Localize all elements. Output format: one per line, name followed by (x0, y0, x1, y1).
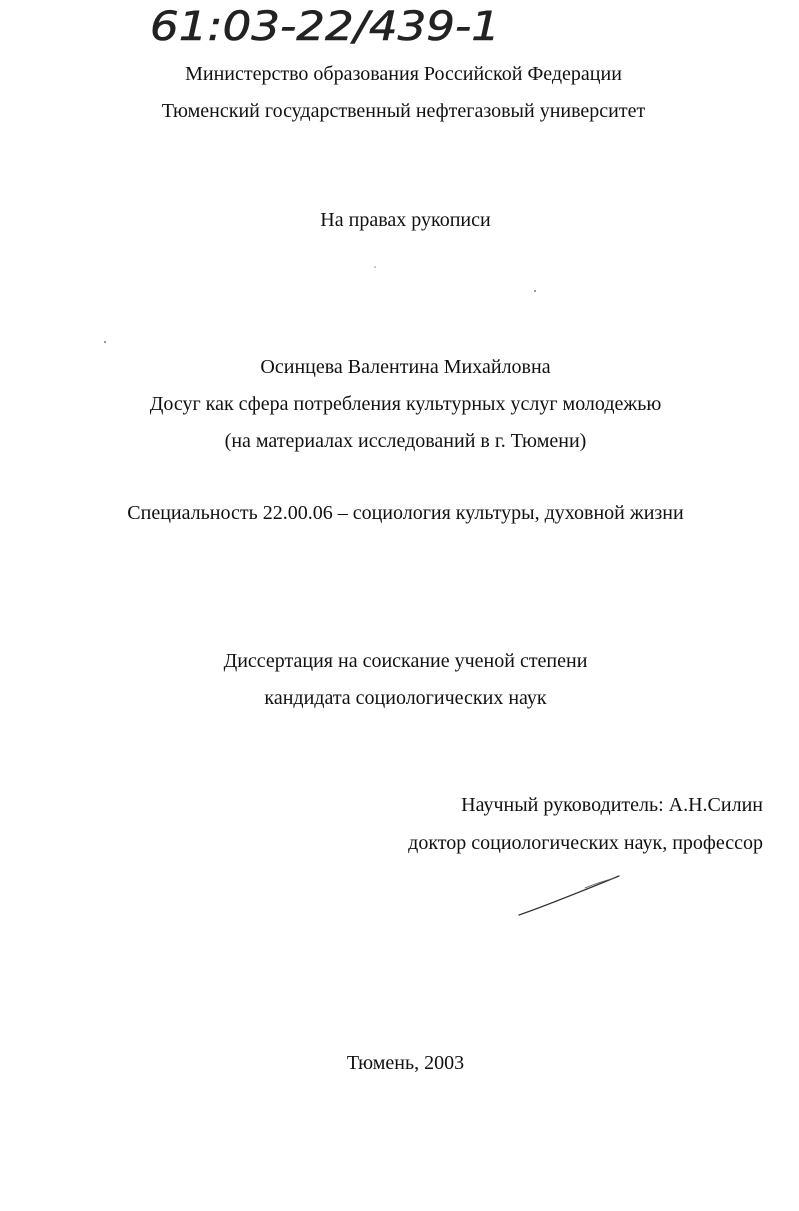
university-name: Тюменский государственный нефтегазовый университет (161, 100, 646, 122)
manuscript-rights-note: На правах рукописи (320, 209, 491, 231)
supervisor-name: Научный руководитель: А.Н.Силин (461, 794, 763, 816)
degree-statement: Диссертация на соискание ученой степени (223, 650, 588, 672)
specialty-line: Специальность 22.00.06 – социология культуры, духовной жизни (127, 502, 684, 524)
city-year: Тюмень, 2003 (346, 1052, 465, 1074)
handwritten-code-text: 61:03-22/439-1 (150, 4, 500, 50)
ministry-name: Министерство образования Российской Федерации (185, 63, 622, 85)
scan-speck (374, 266, 376, 268)
signature-stroke (515, 870, 625, 920)
scan-speck (104, 341, 106, 343)
supervisor-degree: доктор социологических наук, профессор (408, 832, 763, 854)
dissertation-subtitle: (на материалах исследований в г. Тюмени) (224, 430, 587, 452)
dissertation-title: Досуг как сфера потребления культурных услуг молодежью (149, 393, 662, 415)
scan-speck (534, 290, 536, 292)
degree-name: кандидата социологических наук (264, 687, 547, 709)
author-name: Осинцева Валентина Михайловна (260, 356, 551, 378)
handwritten-catalog-number (148, 0, 508, 52)
